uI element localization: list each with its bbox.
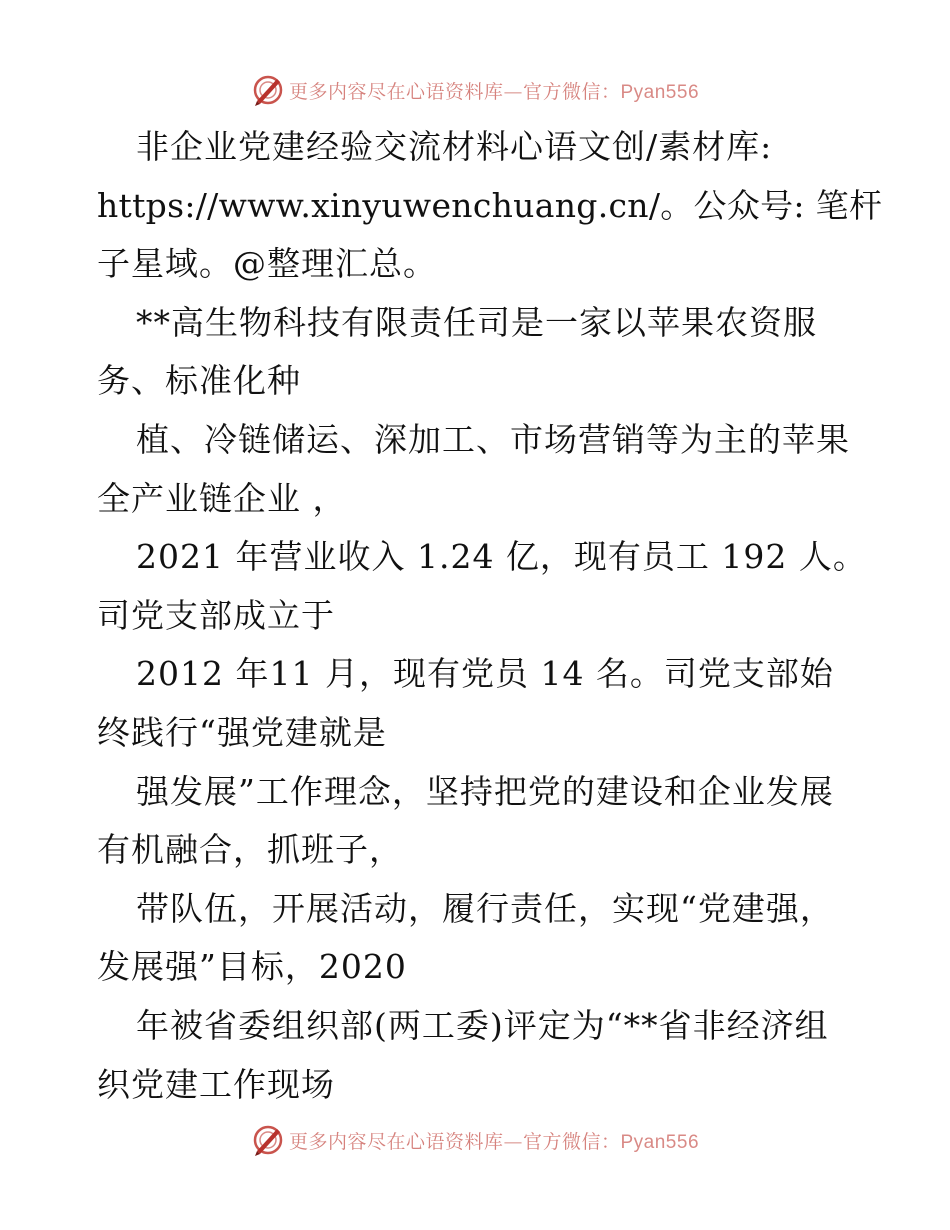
body-line: 全产业链企业 ， [97,478,347,518]
body-line: 发展强”目标，2020 [97,947,407,987]
pen-logo-icon [251,1123,285,1157]
pen-logo-icon [251,73,285,107]
body-line: 务、标准化种 [97,361,301,401]
body-line: 植、冷链储运、深加工、市场营销等为主的苹果 [136,419,850,459]
body-line: 织党建工作现场 [97,1064,335,1104]
watermark-site-text: 更多内容尽在心语资料库 [288,80,504,103]
watermark-site-text: 更多内容尽在心语资料库 [288,1130,504,1153]
body-line: 2012 年11 月，现有党员 14 名。司党支部始 [136,654,834,694]
watermark-wechat-label: 官方微信： [522,1130,621,1153]
document-body [97,118,883,1114]
body-line: **高生物科技有限责任司是一家以苹果农资服 [136,302,817,342]
watermark-wechat-id: Pyan556 [620,81,700,103]
body-line: 司党支部成立于 [97,595,335,635]
watermark-separator: — [503,80,523,103]
watermark-separator: — [503,1130,523,1153]
body-line: 2021 年营业收入 1.24 亿，现有员工 192 人。 [136,537,867,577]
body-line: 强发展”工作理念，坚持把党的建设和企业发展 [136,771,834,811]
body-line: 子星域。@整理汇总。 [97,244,437,284]
body-line: 终践行“强党建就是 [97,712,387,752]
body-line: 带队伍，开展活动，履行责任，实现“党建强， [136,888,834,928]
watermark-wechat-label: 官方微信： [522,80,621,103]
header-watermark [0,72,950,108]
body-line: https://www.xinyuwenchuang.cn/。公众号: 笔杆 [97,185,883,225]
body-line: 有机融合，抓班子， [97,830,403,870]
footer-watermark [0,1122,950,1158]
watermark-wechat-id: Pyan556 [620,1131,700,1153]
body-line: 非企业党建经验交流材料心语文创/素材库: [136,127,773,166]
body-line: 年被省委组织部(两工委)评定为“**省非经济组 [136,1005,829,1045]
